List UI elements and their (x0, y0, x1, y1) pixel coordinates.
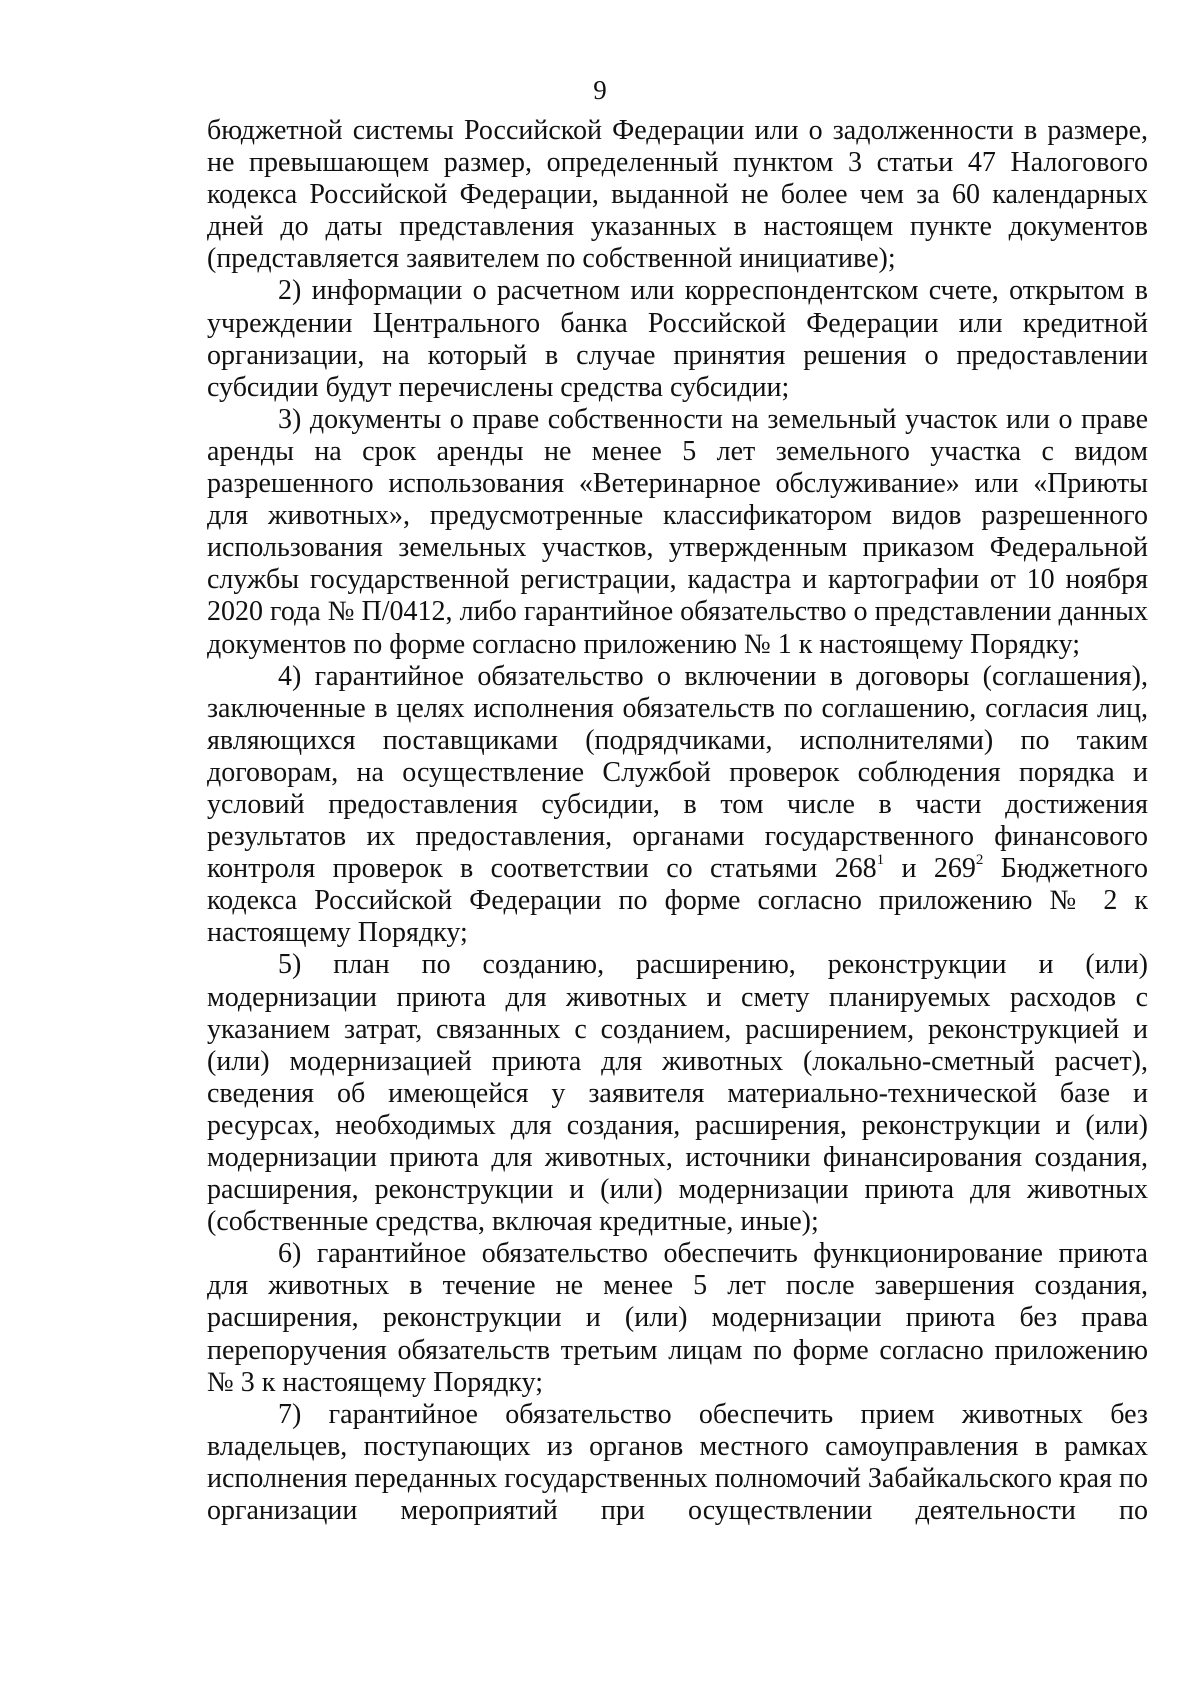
paragraph-item-4-text-c: Бюджетного кодекса Российской Федерации по форме согласно приложению № 2 к настоящему Порядку; (207, 853, 1149, 949)
paragraph-item-4-text-a: 4) гарантийное обязательство о включении в договоры (соглашения), заключенные в целях исполнения обязательств по соглашению, согласия лиц, являющихся поставщиками (подрядчиками, исполнителями) по таким договорам, на осуществление Службой проверок соблюдения порядка и условий предоставления субсидии, в том числе в части достижения результатов их предоставления, органами государственного финансового контроля проверок в соответствии со статьями 268 (207, 660, 1148, 885)
paragraph-item-2: 2) информации о расчетном или корреспондентском счете, открытом в учреждении Центрального банка Российской Федерации или кредитной организации, на который в случае принятия решения о предоставлении субсидии будут перечислены средства субсидии; (207, 275, 1148, 403)
page-number: 9 (593, 75, 607, 105)
superscript-1: 1 (876, 851, 885, 868)
document-body (207, 115, 1148, 1527)
paragraph-item-4-text-b: и 269 (884, 853, 976, 885)
paragraph-item-5: 5) план по созданию, расширению, реконструкции и (или) модернизации приюта для животных и смету планируемых расходов с указанием затрат, связанных с созданием, расширением, реконструкцией и (или) модернизацией приюта для животных (локально-сметный расчет), сведения об имеющейся у заявителя материально-технической базе и ресурсах, необходимых для создания, расширения, реконструкции и (или) модернизации приюта для животных, источники финансирования создания, расширения, реконструкции и (или) модернизации приюта для животных (собственные средства, включая кредитные, иные); (207, 949, 1148, 1238)
paragraph-continuation: бюджетной системы Российской Федерации или о задолженности в размере, не превышающем размер, определенный пунктом 3 статьи 47 Налогового кодекса Российской Федерации, выданной не более чем за 60 календарных дней до даты представления указанных в настоящем пункте документов (представляется заявителем по собственной инициативе); (207, 115, 1148, 275)
paragraph-item-4 (207, 661, 1148, 950)
superscript-2: 2 (975, 851, 984, 868)
paragraph-item-6: 6) гарантийное обязательство обеспечить функционирование приюта для животных в течение не менее 5 лет после завершения создания, расширения, реконструкции и (или) модернизации приюта без права перепоручения обязательств третьим лицам по форме согласно приложению № 3 к настоящему Порядку; (207, 1238, 1148, 1398)
paragraph-item-7: 7) гарантийное обязательство обеспечить прием животных без владельцев, поступающих из органов местного самоуправления в рамках исполнения переданных государственных полномочий Забайкальского края по организации мероприятий при осуществлении деятельности по (207, 1398, 1148, 1527)
paragraph-item-3: 3) документы о праве собственности на земельный участок или о праве аренды на срок аренды не менее 5 лет земельного участка с видом разрешенного использования «Ветеринарное обслуживание» или «Приюты для животных», предусмотренные классификатором видов разрешенного использования земельных участков, утвержденным приказом Федеральной службы государственной регистрации, кадастра и картографии от 10 ноября 2020 года № П/0412, либо гарантийное обязательство о представлении данных документов по форме согласно приложению № 1 к настоящему Порядку; (207, 403, 1148, 660)
